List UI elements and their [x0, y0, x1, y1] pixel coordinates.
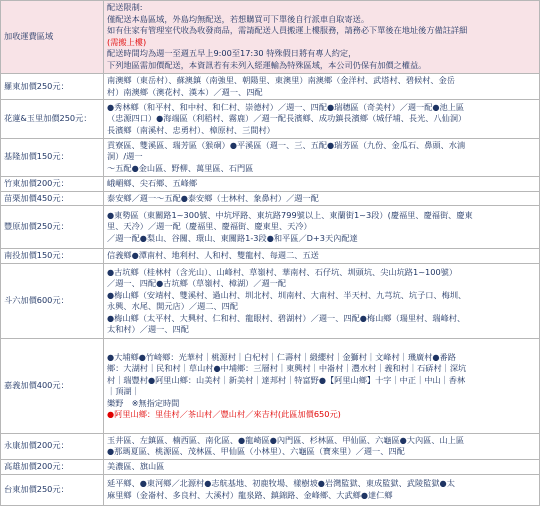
area-text-line: ●梅山鄉（太平村、大興村、仁和村、龍眼村、碧湖村）／週一、四配●梅山鄉（瑞里村、瑞峰村、 — [107, 312, 466, 323]
area-text-line: 里、天冷）／週一配（慶福里、慶福街、慶東里、天冷） — [107, 221, 312, 232]
area-list — [104, 433, 540, 459]
region-label: 加收運費區域 — [1, 1, 104, 74]
region-label: 羅東加價250元： — [1, 73, 104, 99]
table-row — [1, 474, 540, 505]
region-label: 基隆加價150元： — [1, 138, 104, 176]
area-text-line: （忠源四口）●海端區（利稻村、霧鹿）／週一配長濱鄉、成功鎮長濱鄉（城仔埔、長光、八仙洞） — [107, 113, 467, 124]
table-row — [1, 433, 540, 459]
area-list — [104, 339, 540, 433]
area-text-line: 延平鄉、●東河鄉／北源村●志航基地、初鹿牧場、樣樹坡●岩灣監獄、東成監獄、武陵監獄●太 — [107, 478, 455, 489]
area-text-line: 配送時間均為週一至週五早上9:00至17:30 特殊假日將有專人約定， — [107, 48, 357, 59]
area-text-line: 泰安鄉／週一～五配●泰安鄉（士林村、象鼻村）／週一配 — [107, 192, 319, 203]
area-text-line: ●那瑪夏區、桃源區、茂林區、甲仙區（小林里）、六龜區（寶來里）／週一、四配 — [107, 446, 405, 457]
table-row — [1, 263, 540, 339]
area-text-line: 永興、水尾、開元店）／週二、四配 — [107, 301, 239, 312]
region-label: 台東加價250元： — [1, 474, 104, 505]
area-text-line: 村）南澳鄉（澳花村、漢本）／週一、四配 — [107, 86, 263, 97]
area-text-line: 太和村）／週一、四配 — [107, 324, 189, 335]
area-list — [104, 459, 540, 474]
table-row — [1, 191, 540, 206]
area-text-line: 長濱鄉（南溪村、忠勇村）、樟原村、三間村） — [107, 124, 275, 135]
area-list — [104, 206, 540, 249]
region-label: 嘉義加價400元： — [1, 339, 104, 433]
area-text-line: (需搬上樓) — [107, 36, 147, 47]
area-list — [104, 138, 540, 176]
table-row — [1, 459, 540, 474]
table-row — [1, 73, 540, 99]
region-label: 竹東加價200元： — [1, 176, 104, 191]
area-list — [104, 248, 540, 263]
area-text-line: 麻里鄉（金崙村、多良村、大溪村）龍泉路、鎮錦路、金峰鄉、大武鄉●達仁鄉 — [107, 489, 393, 500]
area-text-line: ●古坑鄉（桂林村（含光山）、山峰村、草嶺村、華南村、石仔坑、圳頭坑、尖山坑路1~100號） — [107, 266, 458, 277]
table-row — [1, 248, 540, 263]
area-text-line: ／週一配●梨山、谷關、環山、東關路1-3段●和平區／D+3天內配達 — [107, 232, 358, 243]
table-row — [1, 100, 540, 138]
area-list — [104, 73, 540, 99]
area-text-line: ●阿里山鄉：里佳村／茶山村／豐山村／來吉村(此區加價650元) — [107, 409, 341, 420]
area-text-line: 信義鄉●潭南村、地利村、人和村、雙龍村、每週二、五送 — [107, 249, 319, 260]
area-text-line: 美濃區、旗山區 — [107, 460, 165, 471]
notice-text — [104, 1, 540, 74]
table-row — [1, 206, 540, 249]
region-label: 苗栗加價450元： — [1, 191, 104, 206]
area-text-line: 南澳鄉（東岳村）、蘇澳鎮（南強里、朝陽里、東澳里）南澳鄉（金洋村、武塔村、碧候村、金岳 — [107, 75, 455, 86]
region-label: 南投加價150元： — [1, 248, 104, 263]
table-row — [1, 138, 540, 176]
area-text-line: ｜頂湖｜ — [107, 386, 140, 397]
region-label: 豐原加價250元： — [1, 206, 104, 249]
area-text-line: ●東勢區（東關路1~300號、中坑坪路、東坑路799號以上、東蘭街1~3段）(慶福里、慶福街、慶東 — [107, 209, 473, 220]
area-text-line: ～五配●金山區、野柳、萬里區、石門區 — [107, 162, 254, 173]
region-label: 高雄加價200元： — [1, 459, 104, 474]
area-text-line: 洞）/週一 — [107, 151, 143, 162]
area-text-line: 貢寮區、雙溪區、瑞芳區（猴硐）●平溪區（週一、三、五配●瑞芳區（九份、金瓜石、鼻頭、水湳 — [107, 139, 466, 150]
area-text-line: 僅配送本島區域，外島均無配送，若想購買可下單後自行派車自取寄送。 — [107, 13, 370, 24]
area-text-line: 樂野 ※無指定時間 — [107, 397, 180, 408]
area-text-line: 配送限制: — [107, 2, 143, 13]
area-text-line: ●大埔鄉●竹崎鄉：光華村｜桃源村｜白杞村｜仁壽村｜緞纓村｜金獅村｜文峰村｜璣廣村●番路 — [107, 351, 456, 362]
region-label: 永康加價200元： — [1, 433, 104, 459]
area-list — [104, 474, 540, 505]
table-row — [1, 176, 540, 191]
area-list — [104, 191, 540, 206]
area-text-line: ／週一、四配●古坑鄉（草嶺村、樟湖）／週一配 — [107, 278, 287, 289]
region-label: 花蓮&玉里加價250元： — [1, 100, 104, 138]
area-text-line: ●梅山鄉（安靖村、雙溪村、過山村、圳北村、圳南村、大南村、半天村、九芎坑、坑子口、梅圳、 — [107, 289, 467, 300]
area-text-line: ●秀林鄉（和平村、和中村、和仁村、崇德村）／週一、四配●瑞穗區（奇美村）／週一配●池上區 — [107, 101, 465, 112]
area-list — [104, 263, 540, 339]
area-text-line: 如有住家有管理室代收為收發商品，需請配送人員搬運上樓服務，請務必下單後在地址後方備註詳細 — [107, 25, 468, 36]
area-list — [104, 100, 540, 138]
table-row — [1, 339, 540, 433]
area-text-line: 村｜瑞豐村●阿里山鄉：山美村｜新美村｜達邦村｜特富野●【阿里山鄉】十字｜中正｜中山｜香林 — [107, 374, 466, 385]
area-text-line: 玉井區、左鎮區、楠西區、南化區、●龍崎區●內門區、杉林區、甲仙區、六龜區●大內區、山上區 — [107, 434, 465, 445]
notice-row — [1, 1, 540, 74]
area-list — [104, 176, 540, 191]
area-text-line: 下列地區需加價配送，本資訊若有未列入經運輸為特殊區域，本公司仍保有加價之權益。 — [107, 59, 427, 70]
area-text-line: 峨嵋鄉、尖石鄉、五峰鄉 — [107, 177, 198, 188]
area-text-line: 鄉：大湖村｜民和村｜草山村●中埔鄉：三層村｜東興村｜中崙村｜灃水村｜義和村｜石硦村｜深坑 — [107, 363, 467, 374]
region-label: 斗六加價600元： — [1, 263, 104, 339]
